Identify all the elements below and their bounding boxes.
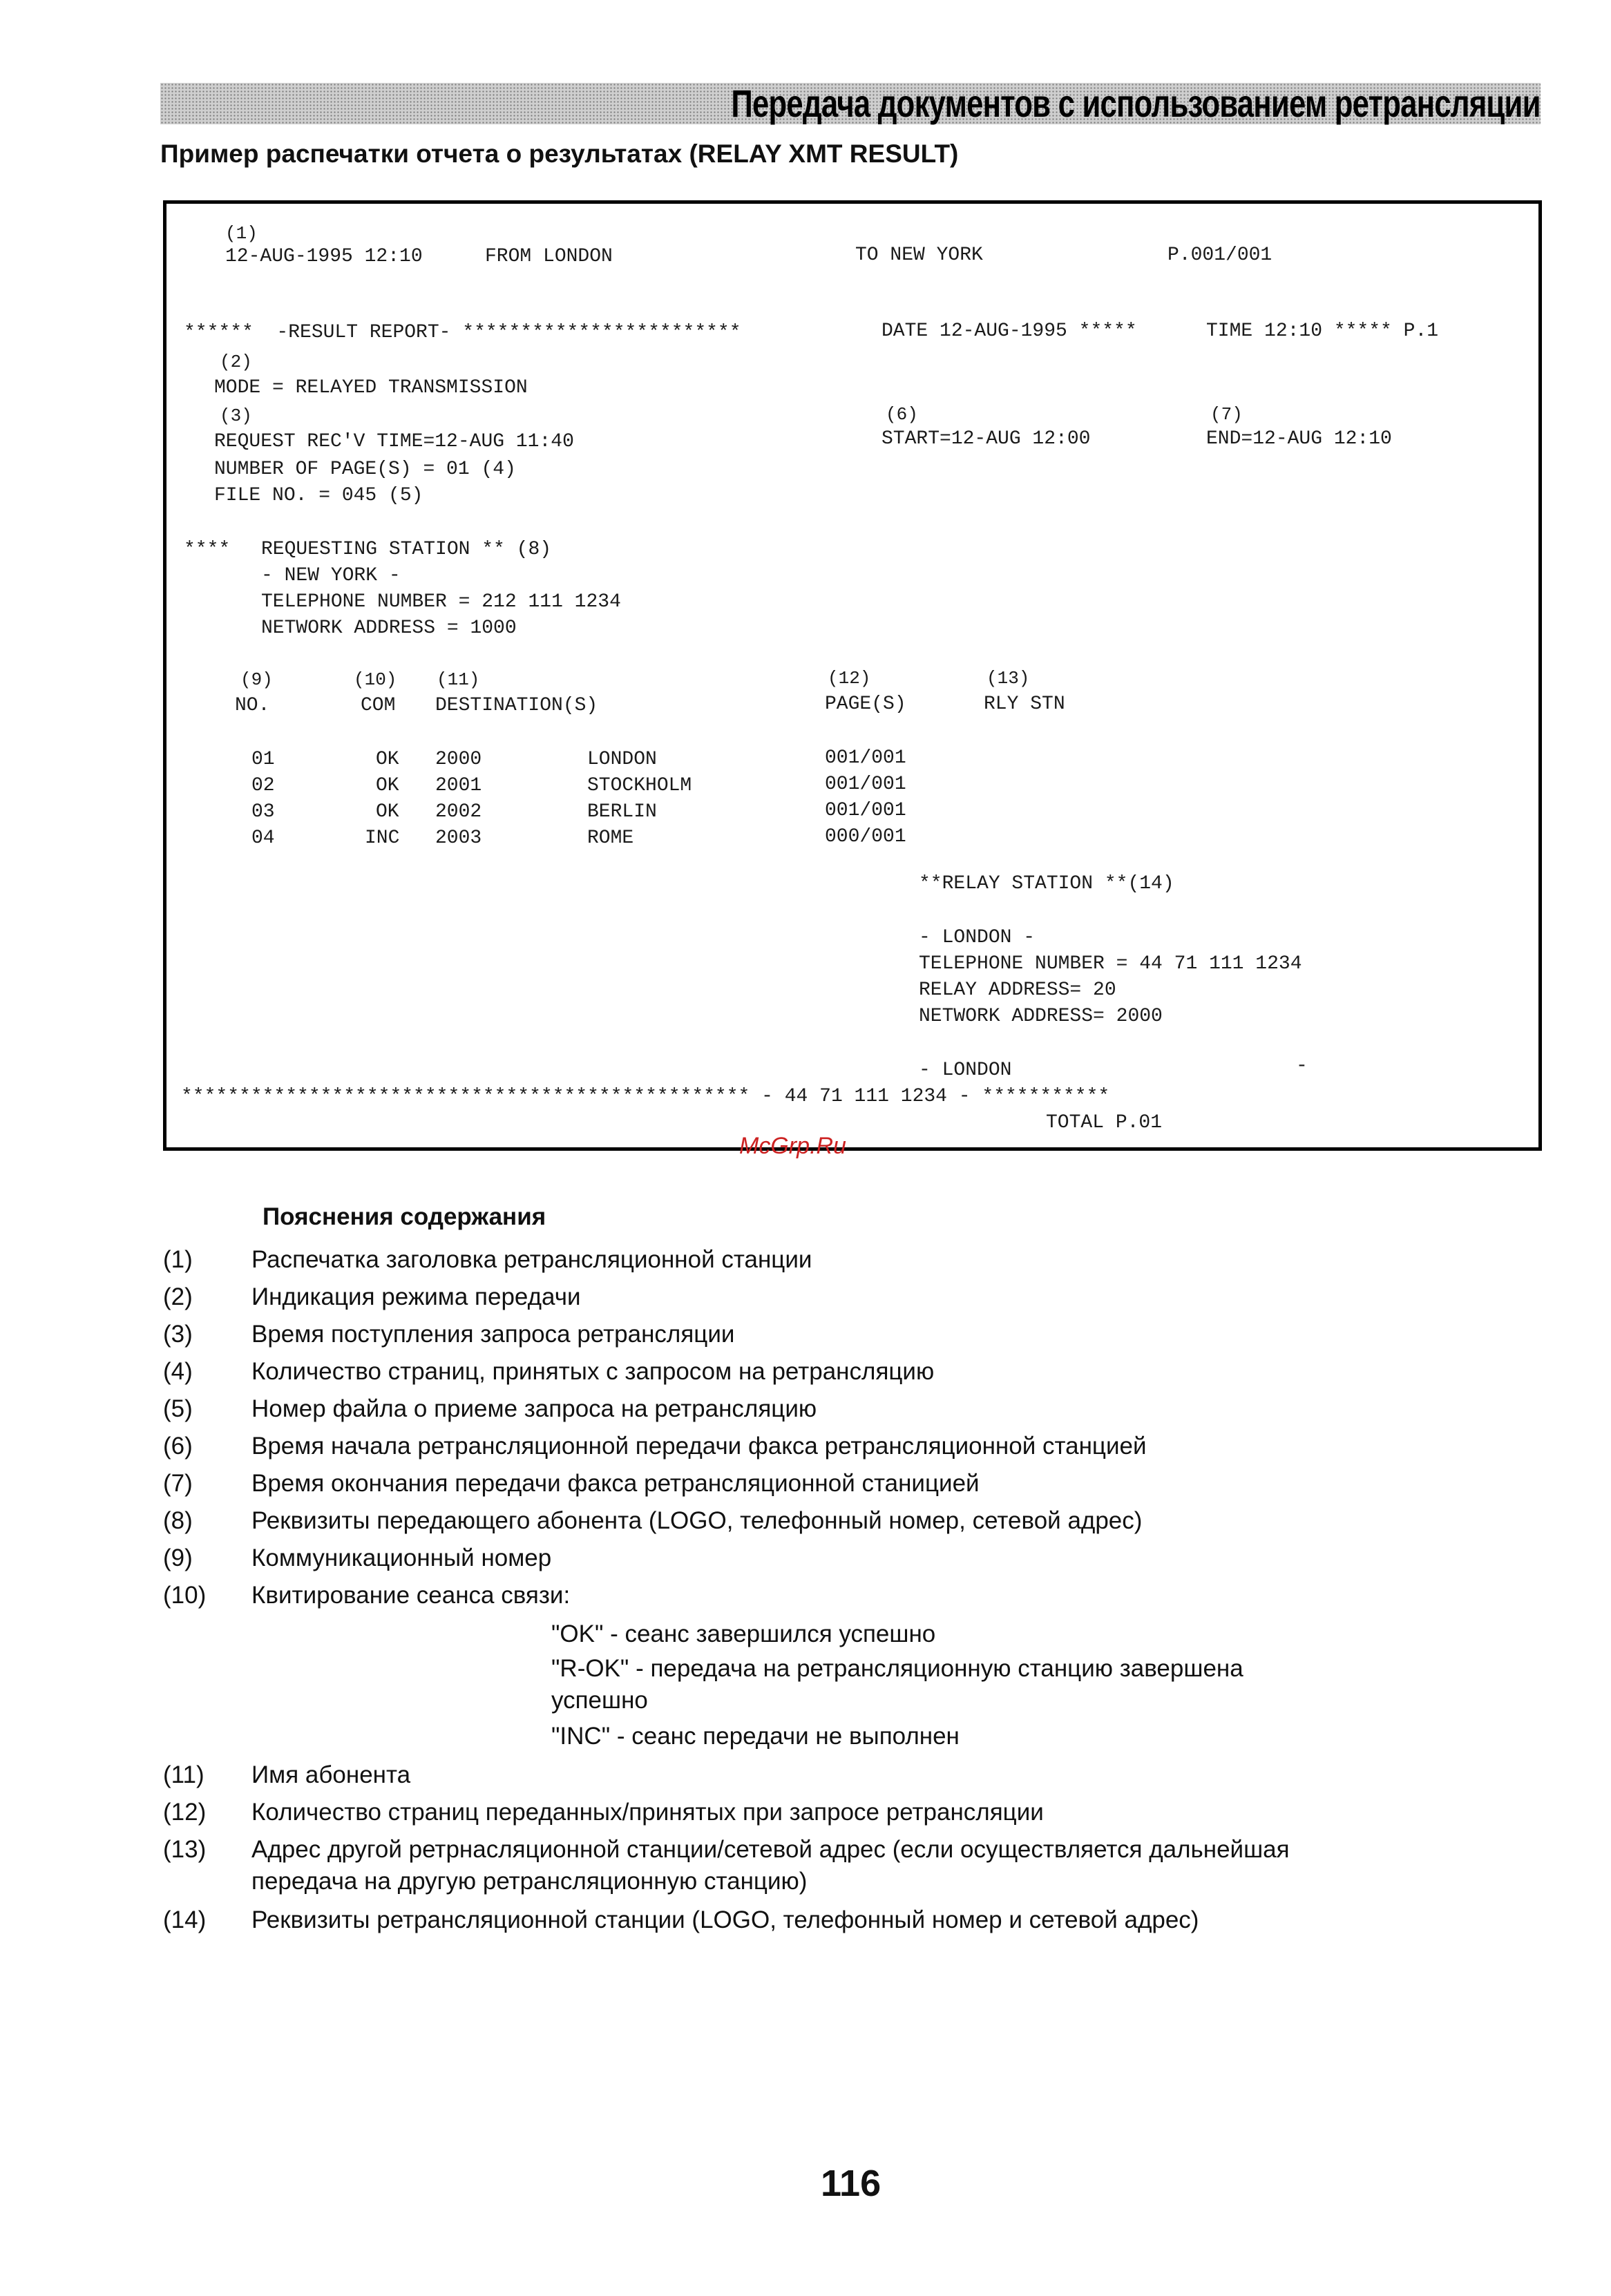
end-time: END=12-AUG 12:10	[1206, 428, 1392, 450]
note-14-text: Реквизиты ретрансляционной станции (LOGO, телефонный номер и сетевой адрес)	[251, 1906, 1199, 1933]
row-2-no: 02	[251, 775, 275, 796]
start-time: START=12-AUG 12:00	[881, 428, 1091, 450]
note-10-num: (10)	[163, 1582, 207, 1609]
mode-line: MODE = RELAYED TRANSMISSION	[214, 377, 528, 399]
row-4-pages: 000/001	[825, 826, 906, 848]
section-subtitle: Пример распечатки отчета о результатах (RELAY XMT RESULT)	[160, 140, 959, 168]
note-13-text: Адрес другой ретрнасляционной станции/сетевой адрес (если осуществляется дальнейшая	[251, 1836, 1290, 1863]
file-number: FILE NO. = 045 (5)	[214, 485, 423, 506]
note-11-num: (11)	[163, 1761, 204, 1788]
col-header-rly-stn: RLY STN	[984, 693, 1065, 715]
requesting-station-net: NETWORK ADDRESS = 1000	[261, 618, 517, 639]
row-3-com: OK	[376, 801, 399, 823]
page-header-title: Передача документов с использованием ретрансляции	[731, 82, 1541, 125]
result-date: DATE 12-AUG-1995 *****	[881, 321, 1137, 342]
marker-10: (10)	[354, 669, 397, 690]
note-2-num: (2)	[163, 1283, 193, 1310]
row-1-no: 01	[251, 749, 275, 770]
relay-station-title: **RELAY STATION **(14)	[919, 873, 1174, 895]
note-2-text: Индикация режима передачи	[251, 1283, 581, 1310]
marker-9: (9)	[240, 669, 273, 690]
note-4-text: Количество страниц, принятых с запросом на ретрансляцию	[251, 1358, 935, 1385]
row-1-com: OK	[376, 749, 399, 770]
marker-2: (2)	[220, 352, 252, 372]
result-report-line: ****** -RESULT REPORT- ************************	[184, 322, 741, 343]
relay-station-name: - LONDON -	[919, 927, 1036, 948]
note-4-num: (4)	[163, 1358, 193, 1385]
note-1-text: Распечатка заголовка ретрансляционной станции	[251, 1246, 812, 1273]
footer-dash: -	[1296, 1055, 1308, 1077]
relay-station-address: RELAY ADDRESS= 20	[919, 979, 1116, 1001]
col-header-destination: DESTINATION(S)	[435, 695, 598, 716]
marker-7: (7)	[1210, 404, 1243, 425]
note-6-num: (6)	[163, 1433, 193, 1460]
note-3-num: (3)	[163, 1321, 193, 1348]
note-14-num: (14)	[163, 1906, 207, 1933]
row-4-com: INC	[365, 827, 400, 849]
requesting-station-tel: TELEPHONE NUMBER = 212 111 1234	[261, 591, 621, 613]
relay-station-net: NETWORK ADDRESS= 2000	[919, 1006, 1163, 1027]
header-page: P.001/001	[1167, 245, 1272, 266]
note-3-text: Время поступления запроса ретрансляции	[251, 1321, 735, 1348]
row-2-addr: 2001	[435, 775, 482, 796]
note-5-text: Номер файла о приеме запроса на ретрансляцию	[251, 1395, 817, 1422]
row-2-com: OK	[376, 775, 399, 796]
note-7-text: Время окончания передачи факса ретрансляционной станицией	[251, 1470, 980, 1497]
marker-12: (12)	[828, 668, 871, 689]
subnote-rok: "R-OK" - передача на ретрансляционную станцию завершена	[551, 1655, 1243, 1682]
note-8-text: Реквизиты передающего абонента (LOGO, телефонный номер, сетевой адрес)	[251, 1507, 1143, 1534]
col-header-pages: PAGE(S)	[825, 693, 906, 715]
notes-title: Пояснения содержания	[263, 1203, 546, 1230]
note-9-num: (9)	[163, 1544, 193, 1571]
col-header-no: NO.	[235, 695, 270, 716]
note-7-num: (7)	[163, 1470, 193, 1497]
note-6-text: Время начала ретрансляционной передачи факса ретрансляционной станцией	[251, 1433, 1147, 1460]
note-10-text: Квитирование сеанса связи:	[251, 1582, 571, 1609]
marker-3: (3)	[220, 405, 252, 426]
row-1-pages: 001/001	[825, 747, 906, 769]
number-of-pages: NUMBER OF PAGE(S) = 01 (4)	[214, 459, 516, 480]
footer-total: TOTAL P.01	[1046, 1112, 1163, 1133]
row-4-addr: 2003	[435, 827, 482, 849]
row-3-no: 03	[251, 801, 275, 823]
footer-star-line: ************************************************* - 44 71 111 1234 - ***********	[181, 1086, 1110, 1107]
row-4-no: 04	[251, 827, 275, 849]
marker-13: (13)	[986, 668, 1030, 689]
row-3-pages: 001/001	[825, 800, 906, 821]
row-1-addr: 2000	[435, 749, 482, 770]
note-1-num: (1)	[163, 1246, 193, 1273]
watermark: McGrp.Ru	[739, 1133, 846, 1159]
requesting-station-title: REQUESTING STATION ** (8)	[261, 539, 552, 560]
note-8-num: (8)	[163, 1507, 193, 1534]
note-5-num: (5)	[163, 1395, 193, 1422]
row-2-name: STOCKHOLM	[587, 775, 692, 796]
header-to: TO NEW YORK	[855, 245, 983, 266]
row-3-addr: 2002	[435, 801, 482, 823]
note-12-text: Количество страниц переданных/принятых при запросе ретрансляции	[251, 1799, 1044, 1826]
row-1-name: LONDON	[587, 749, 657, 770]
request-time: REQUEST REC'V TIME=12-AUG 11:40	[214, 431, 574, 452]
subnote-inc: "INC" - сеанс передачи не выполнен	[551, 1723, 960, 1750]
requesting-station-stars: ****	[184, 539, 231, 560]
row-3-name: BERLIN	[587, 801, 657, 823]
row-4-name: ROME	[587, 827, 634, 849]
header-from: FROM LONDON	[485, 246, 613, 267]
marker-11: (11)	[437, 669, 480, 690]
page-number: 116	[821, 2163, 881, 2204]
note-9-text: Коммуникационный номер	[251, 1544, 552, 1571]
result-time: TIME 12:10 ***** P.1	[1206, 321, 1439, 342]
footer-station-name: - LONDON	[919, 1060, 1012, 1081]
row-2-pages: 001/001	[825, 774, 906, 795]
note-11-text: Имя абонента	[251, 1761, 411, 1788]
header-date: 12-AUG-1995 12:10	[225, 246, 423, 267]
note-13-num: (13)	[163, 1836, 207, 1863]
subnote-ok: "OK" - сеанс завершился успешно	[551, 1620, 936, 1647]
subnote-rok-cont: успешно	[551, 1687, 648, 1714]
requesting-station-name: - NEW YORK -	[261, 565, 401, 586]
marker-1: (1)	[225, 223, 258, 244]
note-13-text-cont: передача на другую ретрансляционную станцию)	[251, 1868, 808, 1895]
relay-station-tel: TELEPHONE NUMBER = 44 71 111 1234	[919, 953, 1302, 975]
note-12-num: (12)	[163, 1799, 207, 1826]
marker-6: (6)	[886, 404, 918, 425]
col-header-com: COM	[361, 695, 396, 716]
